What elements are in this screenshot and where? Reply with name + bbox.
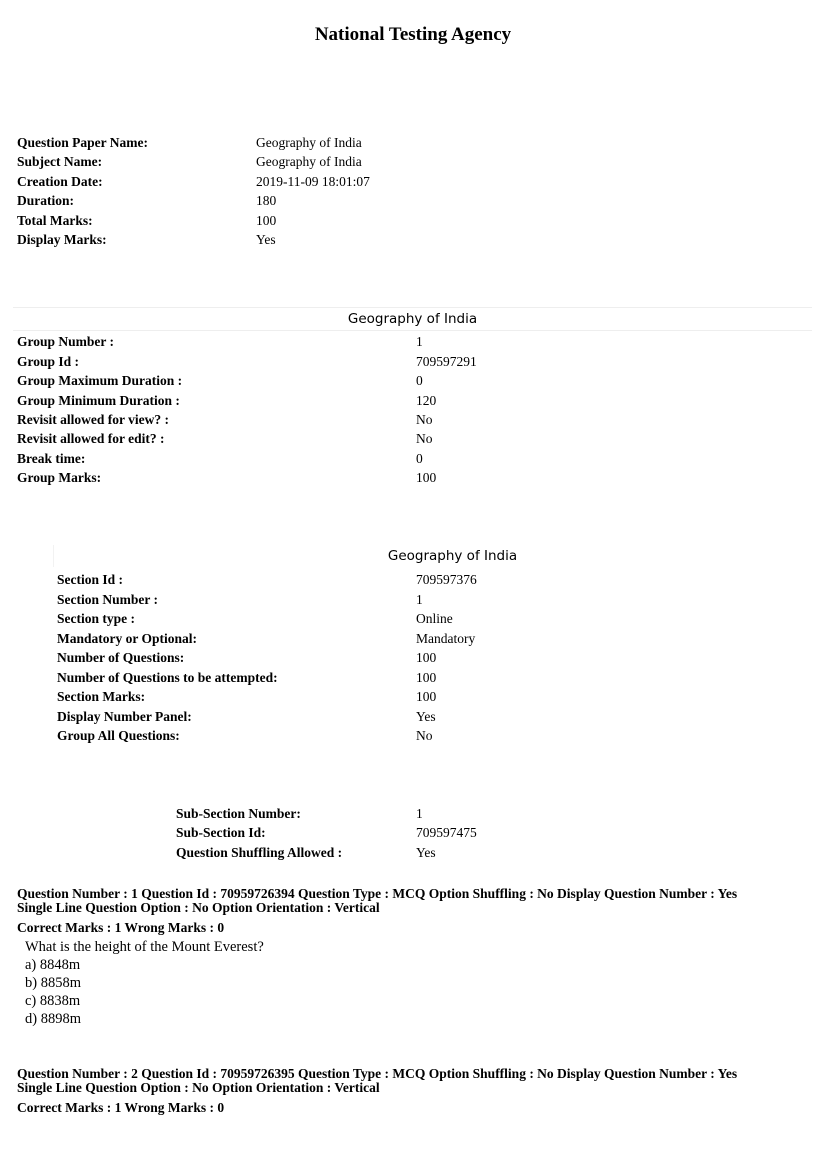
- field-value: 100: [416, 470, 437, 485]
- field-label: Display Marks:: [17, 232, 107, 247]
- field-value: Online: [416, 611, 453, 626]
- field-value: Geography of India: [256, 154, 362, 169]
- section-row: [57, 648, 717, 667]
- field-label: Duration:: [17, 193, 74, 208]
- field-value: No: [416, 431, 433, 446]
- field-label: Total Marks:: [17, 213, 93, 228]
- field-value: 2019-11-09 18:01:07: [256, 174, 370, 189]
- question-meta-line: Single Line Question Option : No Option Orientation : Vertical: [17, 900, 380, 915]
- question-option: a) 8848m: [25, 957, 81, 973]
- paper-row: [17, 230, 617, 249]
- field-label: Section Number :: [57, 592, 158, 607]
- question-marks: Correct Marks : 1 Wrong Marks : 0: [17, 920, 225, 935]
- field-value: 709597475: [416, 825, 477, 840]
- field-value: Yes: [416, 709, 436, 724]
- field-label: Subject Name:: [17, 154, 103, 169]
- field-label: Sub-Section Id:: [176, 825, 266, 840]
- group-row: [17, 468, 717, 487]
- field-value: 180: [256, 193, 277, 208]
- paper-row: [17, 133, 617, 152]
- field-value: 100: [416, 670, 437, 685]
- field-label: Mandatory or Optional:: [57, 631, 198, 646]
- group-header-band: [13, 307, 812, 331]
- field-value: 709597291: [416, 354, 477, 369]
- field-label: Group Id :: [17, 354, 80, 369]
- field-value: 0: [416, 373, 423, 388]
- subsection-row: [176, 804, 716, 823]
- question-meta-line: Question Number : 1 Question Id : 70959726394 Question Type : MCQ Option Shuffling : No Display Question Number : Yes: [17, 886, 738, 901]
- group-row: [17, 371, 717, 390]
- field-value: 100: [256, 213, 277, 228]
- field-value: Geography of India: [256, 135, 362, 150]
- section-row: [57, 687, 717, 706]
- field-label: Sub-Section Number:: [176, 806, 301, 821]
- question-text: What is the height of the Mount Everest?: [25, 939, 264, 955]
- field-value: 100: [416, 650, 437, 665]
- section-row: [57, 570, 717, 589]
- field-label: Question Paper Name:: [17, 135, 148, 150]
- section-row: [57, 590, 717, 609]
- section-row: [57, 629, 717, 648]
- section-title: Geography of India: [387, 548, 518, 564]
- group-title: Geography of India: [347, 311, 478, 327]
- field-label: Group Number :: [17, 334, 115, 349]
- group-row: [17, 332, 717, 351]
- group-row: [17, 429, 717, 448]
- field-label: Revisit allowed for edit? :: [17, 431, 165, 446]
- page-title: National Testing Agency: [314, 24, 512, 45]
- paper-row: [17, 152, 617, 171]
- subsection-row: [176, 843, 716, 862]
- field-value: No: [416, 412, 433, 427]
- group-row: [17, 449, 717, 468]
- question-option: c) 8838m: [25, 993, 81, 1009]
- subsection-row: [176, 823, 716, 842]
- field-value: 0: [416, 451, 423, 466]
- field-value: 100: [416, 689, 437, 704]
- question-option: d) 8898m: [25, 1011, 81, 1027]
- section-row: [57, 609, 717, 628]
- field-value: 120: [416, 393, 437, 408]
- question-option: b) 8858m: [25, 975, 81, 991]
- paper-row: [17, 191, 617, 210]
- question-meta-line: Question Number : 2 Question Id : 70959726395 Question Type : MCQ Option Shuffling : No Display Question Number : Yes: [17, 1066, 738, 1081]
- field-label: Break time:: [17, 451, 86, 466]
- group-row: [17, 352, 717, 371]
- field-label: Number of Questions to be attempted:: [57, 670, 278, 685]
- field-label: Group All Questions:: [57, 728, 180, 743]
- field-label: Section type :: [57, 611, 135, 626]
- field-label: Group Maximum Duration :: [17, 373, 183, 388]
- field-value: No: [416, 728, 433, 743]
- field-label: Number of Questions:: [57, 650, 185, 665]
- field-value: Mandatory: [416, 631, 476, 646]
- question-marks: Correct Marks : 1 Wrong Marks : 0: [17, 1100, 225, 1115]
- field-value: 1: [416, 806, 423, 821]
- field-value: 1: [416, 592, 423, 607]
- section-header-band: [53, 545, 813, 567]
- field-label: Group Marks:: [17, 470, 102, 485]
- field-label: Section Id :: [57, 572, 124, 587]
- section-row: [57, 707, 717, 726]
- group-row: [17, 391, 717, 410]
- field-value: Yes: [256, 232, 276, 247]
- field-value: Yes: [416, 845, 436, 860]
- field-label: Section Marks:: [57, 689, 146, 704]
- section-row: [57, 668, 717, 687]
- paper-row: [17, 172, 617, 191]
- field-label: Display Number Panel:: [57, 709, 192, 724]
- group-row: [17, 410, 717, 429]
- field-label: Group Minimum Duration :: [17, 393, 180, 408]
- field-label: Revisit allowed for view? :: [17, 412, 169, 427]
- question-meta-line: Single Line Question Option : No Option Orientation : Vertical: [17, 1080, 380, 1095]
- section-row: [57, 726, 717, 745]
- field-value: 1: [416, 334, 423, 349]
- field-value: 709597376: [416, 572, 477, 587]
- paper-row: [17, 211, 617, 230]
- field-label: Creation Date:: [17, 174, 103, 189]
- field-label: Question Shuffling Allowed :: [176, 845, 343, 860]
